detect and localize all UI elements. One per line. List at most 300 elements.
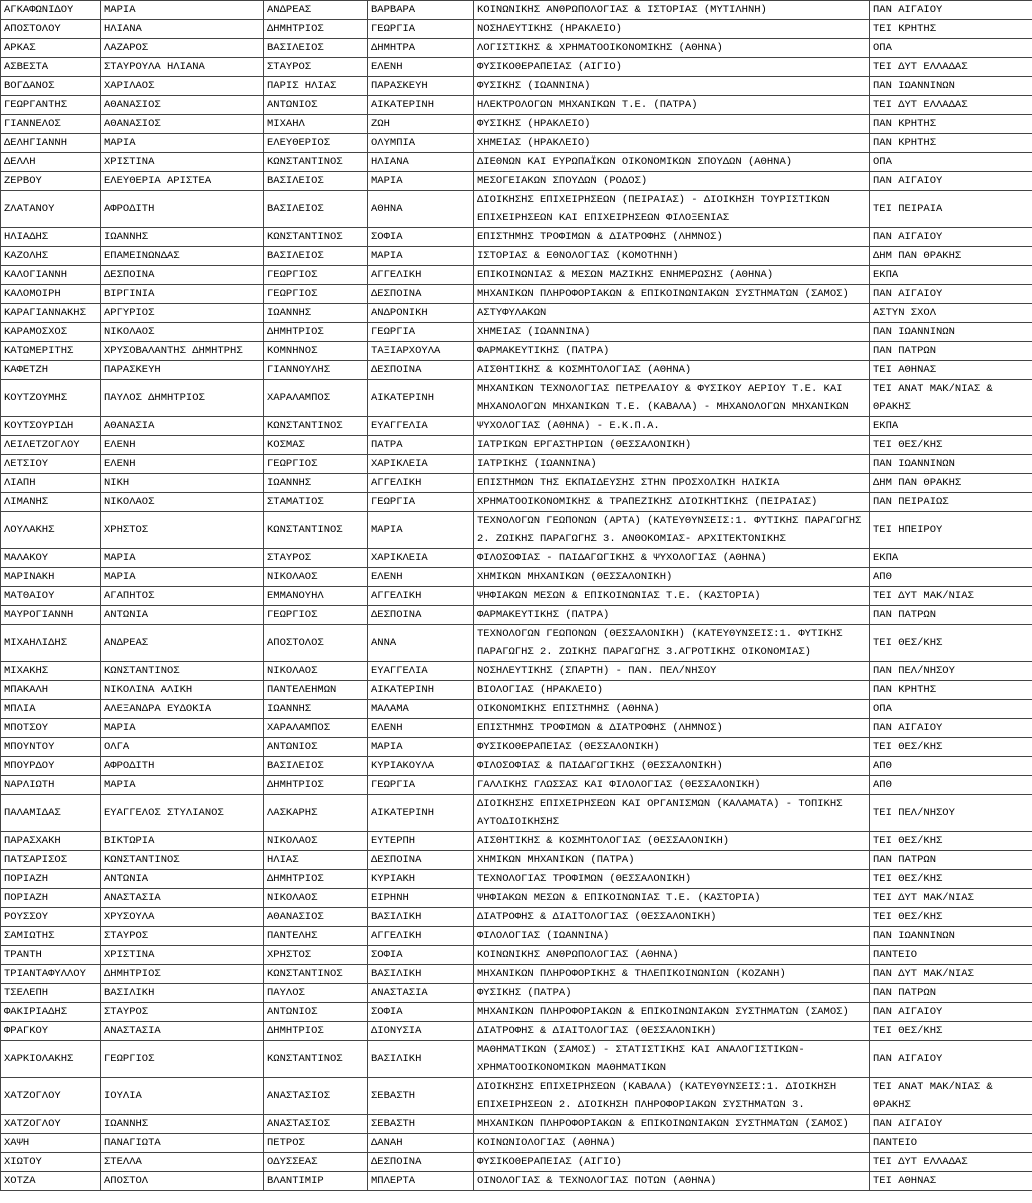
cell-first-name: ΒΙΚΤΩΡΙΑ	[101, 832, 264, 851]
cell-first-name: ΧΡΗΣΤΟΣ	[101, 512, 264, 549]
cell-program: ΕΠΙΣΤΗΜΗΣ ΤΡΟΦΙΜΩΝ & ΔΙΑΤΡΟΦΗΣ (ΛΗΜΝΟΣ)	[474, 719, 870, 738]
cell-institution: ΠΑΝ ΑΙΓΑΙΟΥ	[870, 719, 1032, 738]
table-row	[1, 851, 1032, 870]
cell-program: ΜΑΘΗΜΑΤΙΚΩΝ (ΣΑΜΟΣ) - ΣΤΑΤΙΣΤΙΚΗΣ ΚΑΙ ΑΝΑΛΟΓΙΣΤΙΚΩΝ- ΧΡΗΜΑΤΟΟΙΚΟΝΟΜΙΚΩΝ ΜΑΘΗΜΑΤΙΚΩΝ	[474, 1041, 870, 1078]
cell-program: ΦΥΣΙΚΟΘΕΡΑΠΕΙΑΣ (ΑΙΓΙΟ)	[474, 58, 870, 77]
cell-surname: ΚΟΥΤΖΟΥΜΗΣ	[1, 380, 101, 417]
cell-program: ΜΗΧΑΝΙΚΩΝ ΠΛΗΡΟΦΟΡΙΚΗΣ & ΤΗΛΕΠΙΚΟΙΝΩΝΙΩΝ (ΚΟΖΑΝΗ)	[474, 965, 870, 984]
cell-program: ΦΙΛΟΣΟΦΙΑΣ & ΠΑΙΔΑΓΩΓΙΚΗΣ (ΘΕΣΣΑΛΟΝΙΚΗ)	[474, 757, 870, 776]
cell-first-name: ΙΩΑΝΝΗΣ	[101, 1115, 264, 1134]
cell-surname: ΤΡΑΝΤΗ	[1, 946, 101, 965]
cell-mother-name: ΑΙΚΑΤΕΡΙΝΗ	[368, 681, 474, 700]
cell-mother-name: ΔΕΣΠΟΙΝΑ	[368, 606, 474, 625]
table-row	[1, 417, 1032, 436]
cell-first-name: ΚΩΝΣΤΑΝΤΙΝΟΣ	[101, 662, 264, 681]
cell-institution: ΑΠΘ	[870, 776, 1032, 795]
cell-surname: ΤΣΕΛΕΠΗ	[1, 984, 101, 1003]
cell-mother-name: ΕΛΕΝΗ	[368, 568, 474, 587]
table-row	[1, 512, 1032, 549]
cell-mother-name: ΒΑΣΙΛΙΚΗ	[368, 1041, 474, 1078]
cell-first-name: ΝΙΚΟΛΑΟΣ	[101, 493, 264, 512]
cell-mother-name: ΒΑΡΒΑΡΑ	[368, 1, 474, 20]
cell-program: ΔΙΟΙΚΗΣΗΣ ΕΠΙΧΕΙΡΗΣΕΩΝ (ΠΕΙΡΑΙΑΣ) - ΔΙΟΙΚΗΣΗ ΤΟΥΡΙΣΤΙΚΩΝ ΕΠΙΧΕΙΡΗΣΕΩΝ ΚΑΙ ΕΠΙΧΕΙΡΗΣΕΩΝ ΦΙΛΟΞΕΝΙΑΣ	[474, 191, 870, 228]
table-row	[1, 247, 1032, 266]
cell-father-name: ΚΩΝΣΤΑΝΤΙΝΟΣ	[264, 417, 368, 436]
cell-institution: ΑΠΘ	[870, 568, 1032, 587]
cell-program: ΦΑΡΜΑΚΕΥΤΙΚΗΣ (ΠΑΤΡΑ)	[474, 606, 870, 625]
cell-institution: ΤΕΙ ΔΥΤ ΜΑΚ/ΝΙΑΣ	[870, 889, 1032, 908]
cell-father-name: ΝΙΚΟΛΑΟΣ	[264, 568, 368, 587]
cell-surname: ΜΑΡΙΝΑΚΗ	[1, 568, 101, 587]
cell-surname: ΚΑΛΟΓΙΑΝΝΗ	[1, 266, 101, 285]
cell-father-name: ΑΠΟΣΤΟΛΟΣ	[264, 625, 368, 662]
cell-first-name: ΒΙΡΓΙΝΙΑ	[101, 285, 264, 304]
cell-father-name: ΒΑΣΙΛΕΙΟΣ	[264, 39, 368, 58]
cell-mother-name: ΔΑΝΑΗ	[368, 1134, 474, 1153]
cell-surname: ΤΡΙΑΝΤΑΦΥΛΛΟΥ	[1, 965, 101, 984]
cell-surname: ΧΙΩΤΟΥ	[1, 1153, 101, 1172]
cell-first-name: ΑΦΡΟΔΙΤΗ	[101, 757, 264, 776]
cell-institution: ΤΕΙ ΑΘΗΝΑΣ	[870, 361, 1032, 380]
cell-surname: ΖΛΑΤΑΝΟΥ	[1, 191, 101, 228]
cell-father-name: ΛΑΣΚΑΡΗΣ	[264, 795, 368, 832]
cell-father-name: ΕΜΜΑΝΟΥΗΛ	[264, 587, 368, 606]
cell-mother-name: ΠΑΤΡΑ	[368, 436, 474, 455]
cell-surname: ΑΠΟΣΤΟΛΟΥ	[1, 20, 101, 39]
cell-first-name: ΝΙΚΟΛΙΝΑ ΑΛΙΚΗ	[101, 681, 264, 700]
cell-institution: ΤΕΙ ΘΕΣ/ΚΗΣ	[870, 625, 1032, 662]
table-row	[1, 172, 1032, 191]
cell-program: ΙΣΤΟΡΙΑΣ & ΕΘΝΟΛΟΓΙΑΣ (ΚΟΜΟΤΗΝΗ)	[474, 247, 870, 266]
cell-father-name: ΑΝΔΡΕΑΣ	[264, 1, 368, 20]
table-row	[1, 757, 1032, 776]
cell-institution: ΠΑΝ ΠΑΤΡΩΝ	[870, 984, 1032, 1003]
cell-surname: ΒΟΓΔΑΝΟΣ	[1, 77, 101, 96]
cell-institution: ΤΕΙ ΠΕΙΡΑΙΑ	[870, 191, 1032, 228]
cell-first-name: ΕΛΕΝΗ	[101, 436, 264, 455]
cell-surname: ΛΟΥΛΑΚΗΣ	[1, 512, 101, 549]
cell-surname: ΠΑΤΣΑΡΙΣΟΣ	[1, 851, 101, 870]
cell-father-name: ΒΑΣΙΛΕΙΟΣ	[264, 247, 368, 266]
cell-institution: ΠΑΝ ΑΙΓΑΙΟΥ	[870, 285, 1032, 304]
cell-program: ΛΟΓΙΣΤΙΚΗΣ & ΧΡΗΜΑΤΟΟΙΚΟΝΟΜΙΚΗΣ (ΑΘΗΝΑ)	[474, 39, 870, 58]
cell-surname: ΧΑΤΖΟΓΛΟΥ	[1, 1115, 101, 1134]
cell-father-name: ΚΟΜΝΗΝΟΣ	[264, 342, 368, 361]
cell-institution: ΠΑΝ ΔΥΤ ΜΑΚ/ΝΙΑΣ	[870, 965, 1032, 984]
cell-institution: ΠΑΝ ΑΙΓΑΙΟΥ	[870, 172, 1032, 191]
table-row	[1, 965, 1032, 984]
cell-first-name: ΧΡΥΣΟΥΛΑ	[101, 908, 264, 927]
table-row	[1, 474, 1032, 493]
cell-surname: ΧΑΤΖΟΓΛΟΥ	[1, 1078, 101, 1115]
cell-first-name: ΜΑΡΙΑ	[101, 568, 264, 587]
cell-institution: ΤΕΙ ΔΥΤ ΕΛΛΑΔΑΣ	[870, 1153, 1032, 1172]
cell-mother-name: ΜΑΛΑΜΑ	[368, 700, 474, 719]
cell-surname: ΑΓΚΑΦΩΝΙΔΟΥ	[1, 1, 101, 20]
table-row	[1, 134, 1032, 153]
cell-program: ΦΥΣΙΚΟΘΕΡΑΠΕΙΑΣ (ΑΙΓΙΟ)	[474, 1153, 870, 1172]
cell-mother-name: ΜΑΡΙΑ	[368, 738, 474, 757]
cell-first-name: ΕΛΕΝΗ	[101, 455, 264, 474]
table-row	[1, 285, 1032, 304]
table-row	[1, 795, 1032, 832]
cell-surname: ΜΠΟΥΝΤΟΥ	[1, 738, 101, 757]
cell-first-name: ΕΥΑΓΓΕΛΟΣ ΣΤΥΛΙΑΝΟΣ	[101, 795, 264, 832]
cell-institution: ΤΕΙ ΘΕΣ/ΚΗΣ	[870, 870, 1032, 889]
table-row	[1, 323, 1032, 342]
cell-first-name: ΔΗΜΗΤΡΙΟΣ	[101, 965, 264, 984]
cell-father-name: ΙΩΑΝΝΗΣ	[264, 304, 368, 323]
cell-program: ΜΕΣΟΓΕΙΑΚΩΝ ΣΠΟΥΔΩΝ (ΡΟΔΟΣ)	[474, 172, 870, 191]
cell-father-name: ΧΡΗΣΤΟΣ	[264, 946, 368, 965]
cell-program: ΤΕΧΝΟΛΟΓΩΝ ΓΕΩΠΟΝΩΝ (ΘΕΣΣΑΛΟΝΙΚΗ) (ΚΑΤΕΥΘΥΝΣΕΙΣ:1. ΦΥΤΙΚΗΣ ΠΑΡΑΓΩΓΗΣ 2. ΖΩΙΚΗΣ ΠΑΡΑΓΩΓΗΣ 3.ΑΓΡΟΤΙΚΗΣ ΟΙΚΟΝΟΜΙΑΣ)	[474, 625, 870, 662]
cell-institution: ΤΕΙ ΑΝΑΤ ΜΑΚ/ΝΙΑΣ & ΘΡΑΚΗΣ	[870, 1078, 1032, 1115]
cell-surname: ΚΟΥΤΣΟΥΡΙΔΗ	[1, 417, 101, 436]
cell-program: ΟΙΝΟΛΟΓΙΑΣ & ΤΕΧΝΟΛΟΓΙΑΣ ΠΟΤΩΝ (ΑΘΗΝΑ)	[474, 1172, 870, 1191]
cell-surname: ΜΑΥΡΟΓΙΑΝΝΗ	[1, 606, 101, 625]
cell-surname: ΑΣΒΕΣΤΑ	[1, 58, 101, 77]
cell-father-name: ΠΑΡΙΣ ΗΛΙΑΣ	[264, 77, 368, 96]
cell-surname: ΣΑΜΙΩΤΗΣ	[1, 927, 101, 946]
cell-institution: ΕΚΠΑ	[870, 549, 1032, 568]
table-row	[1, 342, 1032, 361]
cell-father-name: ΚΩΝΣΤΑΝΤΙΝΟΣ	[264, 228, 368, 247]
cell-program: ΒΙΟΛΟΓΙΑΣ (ΗΡΑΚΛΕΙΟ)	[474, 681, 870, 700]
cell-first-name: ΑΝΑΣΤΑΣΙΑ	[101, 1022, 264, 1041]
cell-mother-name: ΑΓΓΕΛΙΚΗ	[368, 587, 474, 606]
cell-mother-name: ΜΑΡΙΑ	[368, 247, 474, 266]
cell-first-name: ΝΙΚΗ	[101, 474, 264, 493]
table-row	[1, 455, 1032, 474]
cell-mother-name: ΔΕΣΠΟΙΝΑ	[368, 361, 474, 380]
cell-institution: ΟΠΑ	[870, 153, 1032, 172]
cell-institution: ΠΑΝ ΙΩΑΝΝΙΝΩΝ	[870, 927, 1032, 946]
cell-father-name: ΔΗΜΗΤΡΙΟΣ	[264, 870, 368, 889]
cell-institution: ΕΚΠΑ	[870, 417, 1032, 436]
cell-father-name: ΣΤΑΥΡΟΣ	[264, 58, 368, 77]
cell-program: ΜΗΧΑΝΙΚΩΝ ΤΕΧΝΟΛΟΓΙΑΣ ΠΕΤΡΕΛΑΙΟΥ & ΦΥΣΙΚΟΥ ΑΕΡΙΟΥ Τ.Ε. ΚΑΙ ΜΗΧΑΝΟΛΟΓΩΝ ΜΗΧΑΝΙΚΩΝ Τ.Ε. (ΚΑΒΑΛΑ) - ΜΗΧΑΝΟΛΟΓΩΝ ΜΗΧΑΝΙΚΩΝ	[474, 380, 870, 417]
cell-first-name: ΚΩΝΣΤΑΝΤΙΝΟΣ	[101, 851, 264, 870]
cell-father-name: ΔΗΜΗΤΡΙΟΣ	[264, 323, 368, 342]
cell-surname: ΠΑΡΑΣΧΑΚΗ	[1, 832, 101, 851]
cell-first-name: ΜΑΡΙΑ	[101, 776, 264, 795]
cell-mother-name: ΑΝΔΡΟΝΙΚΗ	[368, 304, 474, 323]
cell-first-name: ΠΑΥΛΟΣ ΔΗΜΗΤΡΙΟΣ	[101, 380, 264, 417]
table-row	[1, 436, 1032, 455]
cell-mother-name: ΧΑΡΙΚΛΕΙΑ	[368, 549, 474, 568]
cell-institution: ΠΑΝ ΚΡΗΤΗΣ	[870, 134, 1032, 153]
cell-program: ΚΟΙΝΩΝΙΚΗΣ ΑΝΘΡΩΠΟΛΟΓΙΑΣ & ΙΣΤΟΡΙΑΣ (ΜΥΤΙΛΗΝΗ)	[474, 1, 870, 20]
cell-father-name: ΕΛΕΥΘΕΡΙΟΣ	[264, 134, 368, 153]
cell-father-name: ΑΝΤΩΝΙΟΣ	[264, 738, 368, 757]
cell-mother-name: ΣΟΦΙΑ	[368, 946, 474, 965]
table-row	[1, 361, 1032, 380]
table-row	[1, 927, 1032, 946]
cell-surname: ΑΡΚΑΣ	[1, 39, 101, 58]
cell-surname: ΦΑΚΙΡΙΑΔΗΣ	[1, 1003, 101, 1022]
cell-father-name: ΑΝΤΩΝΙΟΣ	[264, 96, 368, 115]
cell-surname: ΧΟΤΖΑ	[1, 1172, 101, 1191]
table-row	[1, 700, 1032, 719]
cell-mother-name: ΑΓΓΕΛΙΚΗ	[368, 474, 474, 493]
cell-surname: ΛΙΜΑΝΗΣ	[1, 493, 101, 512]
cell-program: ΙΑΤΡΙΚΩΝ ΕΡΓΑΣΤΗΡΙΩΝ (ΘΕΣΣΑΛΟΝΙΚΗ)	[474, 436, 870, 455]
cell-mother-name: ΣΟΦΙΑ	[368, 228, 474, 247]
cell-first-name: ΠΑΡΑΣΚΕΥΗ	[101, 361, 264, 380]
cell-surname: ΜΑΛΑΚΟΥ	[1, 549, 101, 568]
cell-mother-name: ΓΕΩΡΓΙΑ	[368, 20, 474, 39]
table-row	[1, 946, 1032, 965]
cell-father-name: ΣΤΑΥΡΟΣ	[264, 549, 368, 568]
cell-institution: ΔΗΜ ΠΑΝ ΘΡΑΚΗΣ	[870, 247, 1032, 266]
cell-first-name: ΒΑΣΙΛΙΚΗ	[101, 984, 264, 1003]
cell-program: ΕΠΙΣΤΗΜΩΝ ΤΗΣ ΕΚΠΑΙΔΕΥΣΗΣ ΣΤΗΝ ΠΡΟΣΧΟΛΙΚΗ ΗΛΙΚΙΑ	[474, 474, 870, 493]
cell-first-name: ΧΡΙΣΤΙΝΑ	[101, 946, 264, 965]
cell-surname: ΚΑΖΟΛΗΣ	[1, 247, 101, 266]
cell-father-name: ΟΔΥΣΣΕΑΣ	[264, 1153, 368, 1172]
table-row	[1, 1115, 1032, 1134]
cell-first-name: ΑΝΑΣΤΑΣΙΑ	[101, 889, 264, 908]
cell-first-name: ΣΤΑΥΡΟΣ	[101, 1003, 264, 1022]
cell-surname: ΠΟΡΙΑΖΗ	[1, 870, 101, 889]
cell-mother-name: ΕΥΤΕΡΠΗ	[368, 832, 474, 851]
cell-program: ΙΑΤΡΙΚΗΣ (ΙΩΑΝΝΙΝΑ)	[474, 455, 870, 474]
cell-surname: ΡΟΥΣΣΟΥ	[1, 908, 101, 927]
cell-mother-name: ΑΙΚΑΤΕΡΙΝΗ	[368, 795, 474, 832]
cell-first-name: ΜΑΡΙΑ	[101, 1, 264, 20]
table-row	[1, 1022, 1032, 1041]
table-row	[1, 153, 1032, 172]
cell-surname: ΠΟΡΙΑΖΗ	[1, 889, 101, 908]
cell-father-name: ΑΘΑΝΑΣΙΟΣ	[264, 908, 368, 927]
cell-mother-name: ΒΑΣΙΛΙΚΗ	[368, 908, 474, 927]
table-row	[1, 719, 1032, 738]
table-row	[1, 738, 1032, 757]
cell-surname: ΗΛΙΑΔΗΣ	[1, 228, 101, 247]
cell-father-name: ΣΤΑΜΑΤΙΟΣ	[264, 493, 368, 512]
cell-mother-name: ΤΑΞΙΑΡΧΟΥΛΑ	[368, 342, 474, 361]
cell-surname: ΚΑΛΟΜΟΙΡΗ	[1, 285, 101, 304]
cell-surname: ΧΑΡΚΙΟΛΑΚΗΣ	[1, 1041, 101, 1078]
cell-father-name: ΙΩΑΝΝΗΣ	[264, 700, 368, 719]
table-row	[1, 304, 1032, 323]
cell-institution: ΠΑΝ ΠΕΙΡΑΙΩΣ	[870, 493, 1032, 512]
cell-institution: ΠΑΝ ΙΩΑΝΝΙΝΩΝ	[870, 455, 1032, 474]
cell-first-name: ΛΑΖΑΡΟΣ	[101, 39, 264, 58]
cell-institution: ΤΕΙ ΘΕΣ/ΚΗΣ	[870, 738, 1032, 757]
cell-mother-name: ΑΙΚΑΤΕΡΙΝΗ	[368, 380, 474, 417]
cell-mother-name: ΓΕΩΡΓΙΑ	[368, 776, 474, 795]
table-row	[1, 380, 1032, 417]
cell-mother-name: ΔΕΣΠΟΙΝΑ	[368, 285, 474, 304]
table-row	[1, 908, 1032, 927]
table-row	[1, 1078, 1032, 1115]
cell-mother-name: ΔΙΟΝΥΣΙΑ	[368, 1022, 474, 1041]
cell-surname: ΦΡΑΓΚΟΥ	[1, 1022, 101, 1041]
cell-father-name: ΚΩΝΣΤΑΝΤΙΝΟΣ	[264, 1041, 368, 1078]
table-row	[1, 1003, 1032, 1022]
cell-institution: ΔΗΜ ΠΑΝ ΘΡΑΚΗΣ	[870, 474, 1032, 493]
cell-surname: ΜΠΛΙΑ	[1, 700, 101, 719]
cell-mother-name: ΕΙΡΗΝΗ	[368, 889, 474, 908]
cell-father-name: ΔΗΜΗΤΡΙΟΣ	[264, 20, 368, 39]
cell-program: ΜΗΧΑΝΙΚΩΝ ΠΛΗΡΟΦΟΡΙΑΚΩΝ & ΕΠΙΚΟΙΝΩΝΙΑΚΩΝ ΣΥΣΤΗΜΑΤΩΝ (ΣΑΜΟΣ)	[474, 285, 870, 304]
table-row	[1, 1, 1032, 20]
cell-institution: ΠΑΝ ΚΡΗΤΗΣ	[870, 115, 1032, 134]
cell-first-name: ΕΠΑΜΕΙΝΩΝΔΑΣ	[101, 247, 264, 266]
cell-institution: ΤΕΙ ΠΕΛ/ΝΗΣΟΥ	[870, 795, 1032, 832]
cell-surname: ΧΑΨΗ	[1, 1134, 101, 1153]
cell-institution: ΕΚΠΑ	[870, 266, 1032, 285]
cell-first-name: ΜΑΡΙΑ	[101, 549, 264, 568]
cell-father-name: ΓΕΩΡΓΙΟΣ	[264, 455, 368, 474]
table-row	[1, 681, 1032, 700]
cell-institution: ΠΑΝ ΑΙΓΑΙΟΥ	[870, 228, 1032, 247]
cell-institution: ΠΑΝΤΕΙΟ	[870, 946, 1032, 965]
cell-surname: ΔΕΛΛΗ	[1, 153, 101, 172]
cell-first-name: ΣΤΑΥΡΟΣ	[101, 927, 264, 946]
cell-mother-name: ΕΛΕΝΗ	[368, 58, 474, 77]
cell-first-name: ΑΡΓΥΡΙΟΣ	[101, 304, 264, 323]
cell-surname: ΝΑΡΛΙΩΤΗ	[1, 776, 101, 795]
cell-first-name: ΔΕΣΠΟΙΝΑ	[101, 266, 264, 285]
cell-father-name: ΧΑΡΑΛΑΜΠΟΣ	[264, 380, 368, 417]
cell-program: ΑΙΣΘΗΤΙΚΗΣ & ΚΟΣΜΗΤΟΛΟΓΙΑΣ (ΑΘΗΝΑ)	[474, 361, 870, 380]
cell-program: ΑΣΤΥΦΥΛΑΚΩΝ	[474, 304, 870, 323]
table-body	[1, 1, 1032, 1191]
cell-mother-name: ΑΙΚΑΤΕΡΙΝΗ	[368, 96, 474, 115]
cell-surname: ΜΠΑΚΑΛΗ	[1, 681, 101, 700]
cell-mother-name: ΔΕΣΠΟΙΝΑ	[368, 1153, 474, 1172]
cell-mother-name: ΒΑΣΙΛΙΚΗ	[368, 965, 474, 984]
cell-mother-name: ΜΑΡΙΑ	[368, 512, 474, 549]
cell-mother-name: ΠΑΡΑΣΚΕΥΗ	[368, 77, 474, 96]
cell-institution: ΤΕΙ ΔΥΤ ΜΑΚ/ΝΙΑΣ	[870, 587, 1032, 606]
cell-program: ΔΙΟΙΚΗΣΗΣ ΕΠΙΧΕΙΡΗΣΕΩΝ ΚΑΙ ΟΡΓΑΝΙΣΜΩΝ (ΚΑΛΑΜΑΤΑ) - ΤΟΠΙΚΗΣ ΑΥΤΟΔΙΟΙΚΗΣΗΣ	[474, 795, 870, 832]
cell-institution: ΤΕΙ ΔΥΤ ΕΛΛΑΔΑΣ	[870, 96, 1032, 115]
table-row	[1, 96, 1032, 115]
cell-mother-name: ΓΕΩΡΓΙΑ	[368, 493, 474, 512]
table-row	[1, 625, 1032, 662]
cell-institution: ΤΕΙ ΘΕΣ/ΚΗΣ	[870, 832, 1032, 851]
table-row	[1, 115, 1032, 134]
cell-father-name: ΚΩΝΣΤΑΝΤΙΝΟΣ	[264, 153, 368, 172]
cell-program: ΧΗΜΕΙΑΣ (ΗΡΑΚΛΕΙΟ)	[474, 134, 870, 153]
table-row	[1, 549, 1032, 568]
cell-program: ΜΗΧΑΝΙΚΩΝ ΠΛΗΡΟΦΟΡΙΑΚΩΝ & ΕΠΙΚΟΙΝΩΝΙΑΚΩΝ ΣΥΣΤΗΜΑΤΩΝ (ΣΑΜΟΣ)	[474, 1003, 870, 1022]
cell-program: ΧΗΜΙΚΩΝ ΜΗΧΑΝΙΚΩΝ (ΠΑΤΡΑ)	[474, 851, 870, 870]
cell-first-name: ΑΘΑΝΑΣΙΟΣ	[101, 115, 264, 134]
cell-institution: ΠΑΝ ΠΑΤΡΩΝ	[870, 342, 1032, 361]
cell-surname: ΜΠΟΤΣΟΥ	[1, 719, 101, 738]
cell-father-name: ΒΛΑΝΤΙΜΙΡ	[264, 1172, 368, 1191]
cell-father-name: ΧΑΡΑΛΑΜΠΟΣ	[264, 719, 368, 738]
cell-mother-name: ΑΝΝΑ	[368, 625, 474, 662]
cell-institution: ΠΑΝ ΚΡΗΤΗΣ	[870, 681, 1032, 700]
table-row	[1, 587, 1032, 606]
cell-mother-name: ΚΥΡΙΑΚΗ	[368, 870, 474, 889]
cell-program: ΨΗΦΙΑΚΩΝ ΜΕΣΩΝ & ΕΠΙΚΟΙΝΩΝΙΑΣ Τ.Ε. (ΚΑΣΤΟΡΙΑ)	[474, 889, 870, 908]
cell-first-name: ΣΤΕΛΛΑ	[101, 1153, 264, 1172]
cell-first-name: ΧΑΡΙΛΑΟΣ	[101, 77, 264, 96]
cell-institution: ΤΕΙ ΘΕΣ/ΚΗΣ	[870, 908, 1032, 927]
cell-institution: ΠΑΝ ΙΩΑΝΝΙΝΩΝ	[870, 77, 1032, 96]
cell-surname: ΜΑΤΘΑΙΟΥ	[1, 587, 101, 606]
table-row	[1, 1134, 1032, 1153]
cell-first-name: ΑΝΤΩΝΙΑ	[101, 870, 264, 889]
cell-program: ΕΠΙΣΤΗΜΗΣ ΤΡΟΦΙΜΩΝ & ΔΙΑΤΡΟΦΗΣ (ΛΗΜΝΟΣ)	[474, 228, 870, 247]
cell-first-name: ΝΙΚΟΛΑΟΣ	[101, 323, 264, 342]
table-row	[1, 1172, 1032, 1191]
cell-father-name: ΚΩΝΣΤΑΝΤΙΝΟΣ	[264, 512, 368, 549]
cell-first-name: ΑΝΔΡΕΑΣ	[101, 625, 264, 662]
cell-father-name: ΓΕΩΡΓΙΟΣ	[264, 266, 368, 285]
cell-first-name: ΜΑΡΙΑ	[101, 719, 264, 738]
table-row	[1, 58, 1032, 77]
cell-father-name: ΠΑΝΤΕΛΕΗΜΩΝ	[264, 681, 368, 700]
cell-surname: ΓΕΩΡΓΑΝΤΗΣ	[1, 96, 101, 115]
cell-father-name: ΜΙΧΑΗΛ	[264, 115, 368, 134]
cell-mother-name: ΣΕΒΑΣΤΗ	[368, 1078, 474, 1115]
cell-father-name: ΗΛΙΑΣ	[264, 851, 368, 870]
cell-program: ΔΙΑΤΡΟΦΗΣ & ΔΙΑΙΤΟΛΟΓΙΑΣ (ΘΕΣΣΑΛΟΝΙΚΗ)	[474, 1022, 870, 1041]
cell-first-name: ΑΓΑΠΗΤΟΣ	[101, 587, 264, 606]
cell-program: ΗΛΕΚΤΡΟΛΟΓΩΝ ΜΗΧΑΝΙΚΩΝ Τ.Ε. (ΠΑΤΡΑ)	[474, 96, 870, 115]
cell-first-name: ΟΛΓΑ	[101, 738, 264, 757]
cell-first-name: ΙΟΥΛΙΑ	[101, 1078, 264, 1115]
cell-surname: ΚΑΤΩΜΕΡΙΤΗΣ	[1, 342, 101, 361]
cell-institution: ΟΠΑ	[870, 39, 1032, 58]
cell-program: ΦΙΛΟΣΟΦΙΑΣ - ΠΑΙΔΑΓΩΓΙΚΗΣ & ΨΥΧΟΛΟΓΙΑΣ (ΑΘΗΝΑ)	[474, 549, 870, 568]
cell-institution: ΟΠΑ	[870, 700, 1032, 719]
table-row	[1, 568, 1032, 587]
cell-first-name: ΧΡΥΣΟΒΑΛΑΝΤΗΣ ΔΗΜΗΤΡΗΣ	[101, 342, 264, 361]
cell-mother-name: ΕΥΑΓΓΕΛΙΑ	[368, 662, 474, 681]
cell-surname: ΔΕΛΗΓΙΑΝΝΗ	[1, 134, 101, 153]
cell-program: ΧΗΜΕΙΑΣ (ΙΩΑΝΝΙΝΑ)	[474, 323, 870, 342]
cell-father-name: ΔΗΜΗΤΡΙΟΣ	[264, 776, 368, 795]
cell-institution: ΠΑΝ ΑΙΓΑΙΟΥ	[870, 1003, 1032, 1022]
cell-program: ΦΥΣΙΚΗΣ (ΗΡΑΚΛΕΙΟ)	[474, 115, 870, 134]
cell-program: ΤΕΧΝΟΛΟΓΙΑΣ ΤΡΟΦΙΜΩΝ (ΘΕΣΣΑΛΟΝΙΚΗ)	[474, 870, 870, 889]
table-row	[1, 984, 1032, 1003]
cell-program: ΑΙΣΘΗΤΙΚΗΣ & ΚΟΣΜΗΤΟΛΟΓΙΑΣ (ΘΕΣΣΑΛΟΝΙΚΗ)	[474, 832, 870, 851]
cell-institution: ΠΑΝΤΕΙΟ	[870, 1134, 1032, 1153]
cell-program: ΧΗΜΙΚΩΝ ΜΗΧΑΝΙΚΩΝ (ΘΕΣΣΑΛΟΝΙΚΗ)	[474, 568, 870, 587]
cell-program: ΕΠΙΚΟΙΝΩΝΙΑΣ & ΜΕΣΩΝ ΜΑΖΙΚΗΣ ΕΝΗΜΕΡΩΣΗΣ (ΑΘΗΝΑ)	[474, 266, 870, 285]
cell-mother-name: ΗΛΙΑΝΑ	[368, 153, 474, 172]
cell-program: ΦΥΣΙΚΗΣ (ΙΩΑΝΝΙΝΑ)	[474, 77, 870, 96]
cell-father-name: ΠΑΝΤΕΛΗΣ	[264, 927, 368, 946]
cell-mother-name: ΑΝΑΣΤΑΣΙΑ	[368, 984, 474, 1003]
cell-surname: ΜΙΧΑΚΗΣ	[1, 662, 101, 681]
cell-father-name: ΒΑΣΙΛΕΙΟΣ	[264, 172, 368, 191]
cell-first-name: ΑΝΤΩΝΙΑ	[101, 606, 264, 625]
cell-first-name: ΑΦΡΟΔΙΤΗ	[101, 191, 264, 228]
cell-father-name: ΓΕΩΡΓΙΟΣ	[264, 606, 368, 625]
cell-program: ΦΥΣΙΚΗΣ (ΠΑΤΡΑ)	[474, 984, 870, 1003]
cell-surname: ΚΑΡΑΓΙΑΝΝΑΚΗΣ	[1, 304, 101, 323]
table-row	[1, 1041, 1032, 1078]
cell-mother-name: ΜΠΛΕΡΤΑ	[368, 1172, 474, 1191]
table-row	[1, 228, 1032, 247]
cell-institution: ΤΕΙ ΚΡΗΤΗΣ	[870, 20, 1032, 39]
table-row	[1, 606, 1032, 625]
cell-program: ΦΥΣΙΚΟΘΕΡΑΠΕΙΑΣ (ΘΕΣΣΑΛΟΝΙΚΗ)	[474, 738, 870, 757]
cell-surname: ΛΕΙΛΕΤΖΟΓΛΟΥ	[1, 436, 101, 455]
cell-program: ΦΙΛΟΛΟΓΙΑΣ (ΙΩΑΝΝΙΝΑ)	[474, 927, 870, 946]
cell-institution: ΠΑΝ ΑΙΓΑΙΟΥ	[870, 1, 1032, 20]
